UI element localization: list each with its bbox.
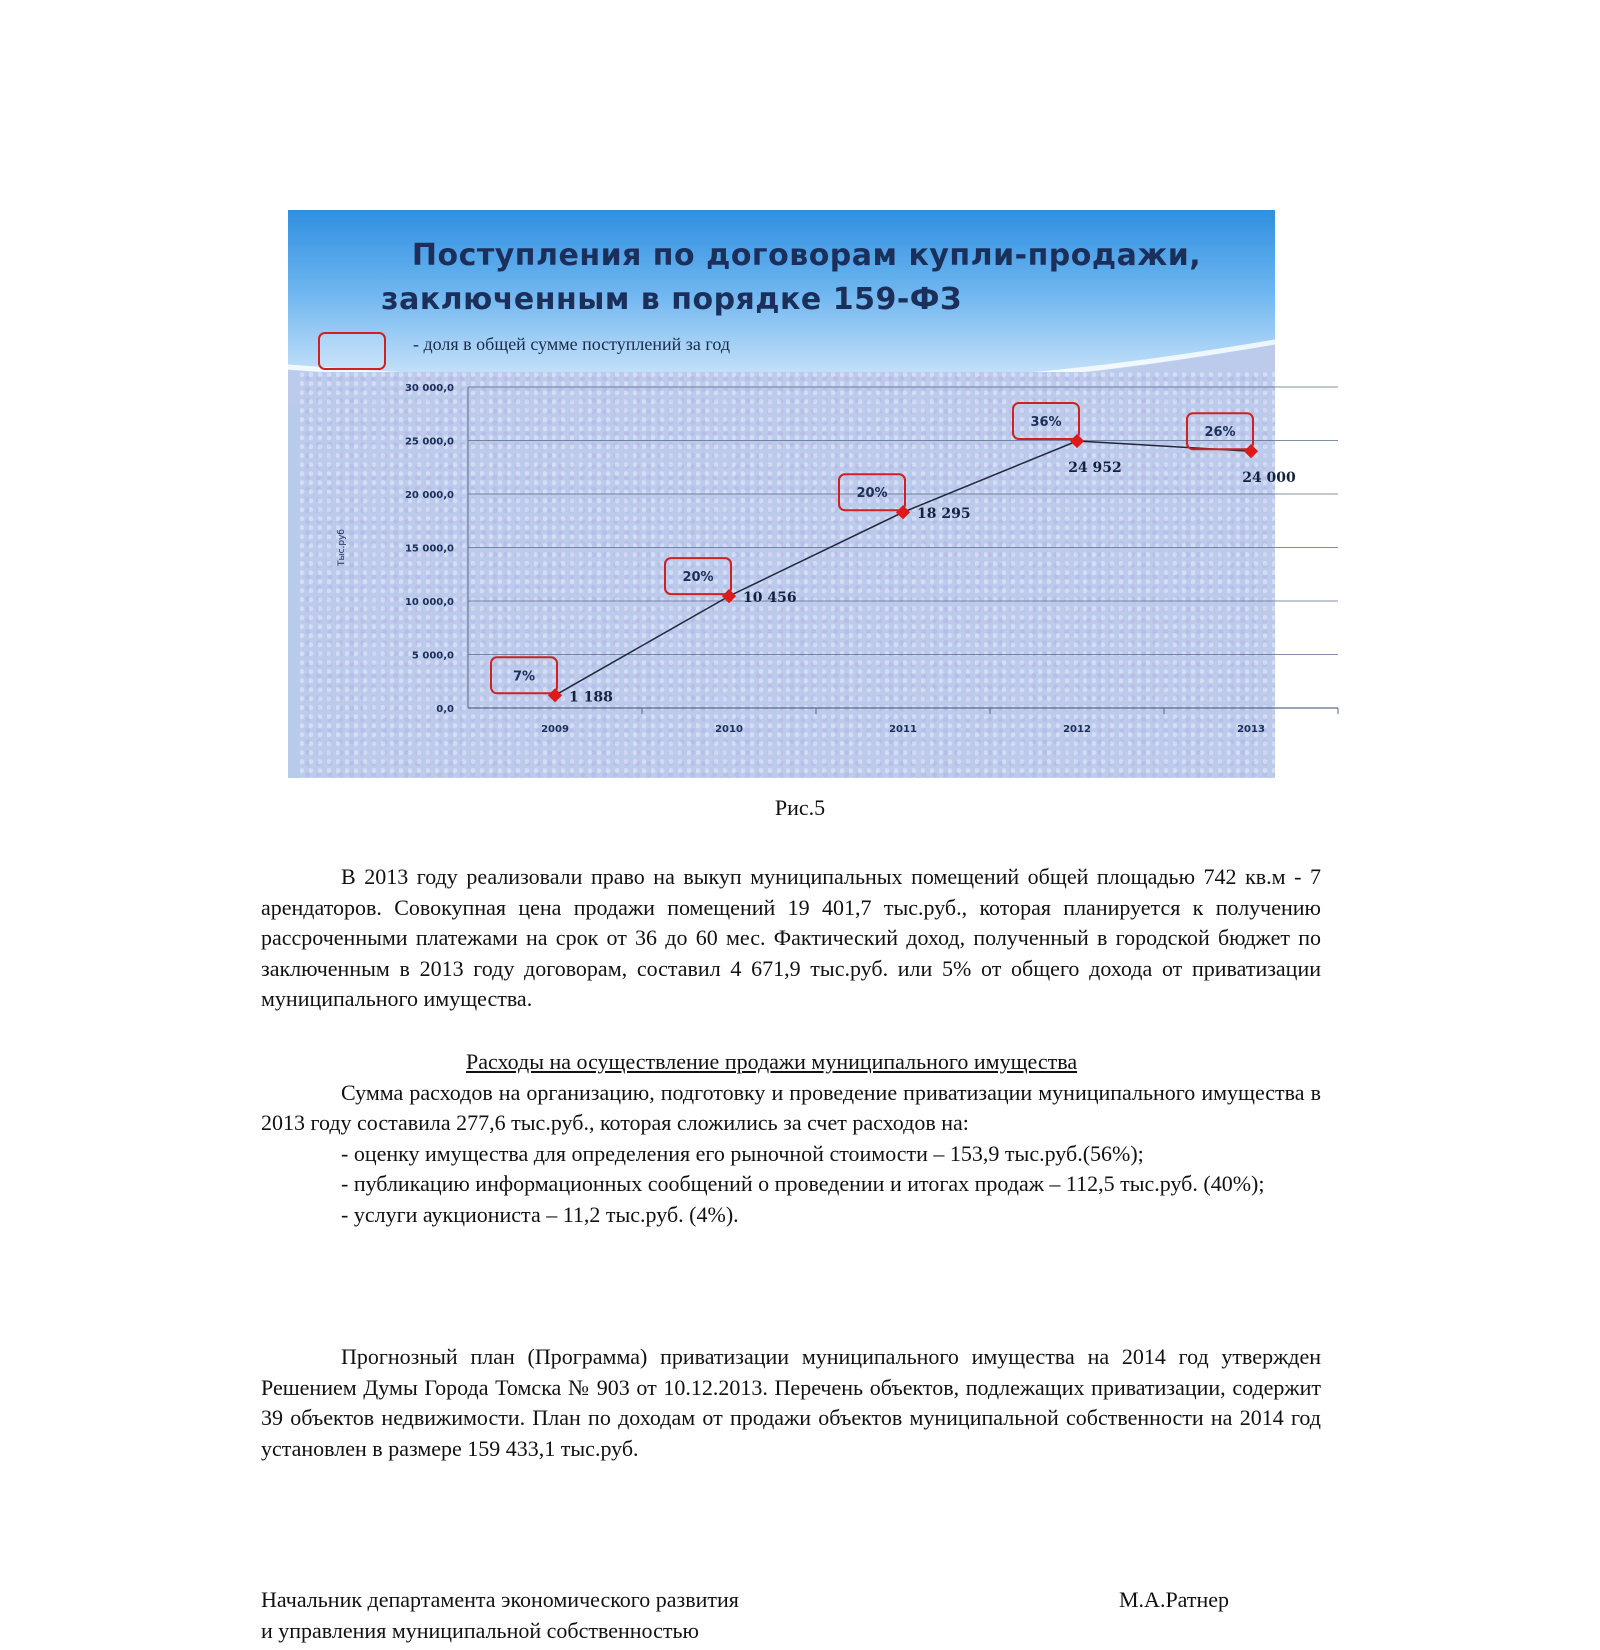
- x-tick-label: 2009: [541, 724, 569, 735]
- legend-text: - доля в общей сумме поступлений за год: [413, 334, 730, 354]
- expenses-heading: Расходы на осуществление продажи муниципального имущества: [466, 1049, 1078, 1074]
- y-tick-label: 15 000,0: [404, 543, 454, 555]
- share-label: 20%: [856, 486, 888, 502]
- series-line: [555, 441, 1251, 695]
- signature-position: [261, 1585, 739, 1646]
- chart-title-line-1: Поступления по договорам купли-продажи,: [411, 238, 1202, 273]
- expenses-intro: Сумма расходов на организацию, подготовку и проведение приватизации муниципального имущества в 2013 году составила 277,6 тыс.руб., которая сложились за счет расходов на:: [261, 1079, 1321, 1135]
- y-tick-label: 25 000,0: [404, 436, 454, 448]
- expense-item-auctioneer: - услуги аукциониста – 11,2 тыс.руб. (4%).: [341, 1201, 739, 1227]
- data-value-label: 24 000: [1242, 470, 1296, 487]
- data-value-label: 18 295: [917, 506, 971, 523]
- data-value-label: 10 456: [743, 590, 797, 607]
- signature-position-line-1: Начальник департамента экономического развития: [261, 1587, 739, 1612]
- figure-caption: Рис.5: [774, 795, 826, 820]
- data-value-label: 24 952: [1068, 460, 1122, 477]
- paragraph-privatization: [261, 862, 1321, 1015]
- share-label: 36%: [1030, 415, 1062, 431]
- x-tick-label: 2011: [889, 724, 917, 735]
- signature-name: М.А.Ратнер: [1119, 1587, 1230, 1612]
- y-tick-label: 30 000,0: [404, 383, 454, 394]
- share-label: 20%: [682, 570, 714, 586]
- chart-title-line-2: заключенным в порядке 159-ФЗ: [381, 282, 962, 317]
- expenses-section: [261, 1047, 1321, 1230]
- data-value-label: 1 188: [569, 689, 613, 706]
- forecast-plan-section: [261, 1342, 1321, 1464]
- paragraph-3-text: Прогнозный план (Программа) приватизации муниципального имущества на 2014 год утвержден Решением Думы Города Томска № 903 от 10.12.2013. Перечень объектов, подлежащих приватизации, содержит 39 объектов недвижимости. План по доходам от продажи объектов муниципальной собственности на 2014 год установлен в размере 159 433,1 тыс.руб.: [261, 1344, 1321, 1461]
- signature-position-line-2: и управления муниципальной собственностью: [261, 1617, 699, 1643]
- paragraph-1-text: В 2013 году реализовали право на выкуп муниципальных помещений общей площадью 742 кв.м - 7 арендаторов. Совокупная цена продажи помещений 19 401,7 тыс.руб., которая планируется к получению рассроченными платежами на срок от 36 до 60 мес. Фактический доход, полученный в городской бюджет по заключенным в 2013 году договорам, составил 4 671,9 тыс.руб. или 5% от общего дохода от приватизации муниципального имущества.: [261, 864, 1321, 1011]
- y-tick-label: 0,0: [436, 704, 454, 715]
- x-tick-label: 2013: [1237, 724, 1265, 735]
- expense-item-valuation: - оценку имущества для определения его рыночной стоимости – 153,9 тыс.руб.(56%);: [341, 1140, 1144, 1166]
- share-label: 26%: [1204, 425, 1236, 441]
- y-axis-label: Тыс.руб: [337, 528, 347, 567]
- x-tick-label: 2012: [1063, 724, 1091, 735]
- x-tick-label: 2010: [715, 724, 743, 735]
- y-tick-label: 10 000,0: [404, 597, 454, 608]
- expense-item-publication: - публикацию информационных сообщений о проведении и итогах продаж – 112,5 тыс.руб. (40%);: [341, 1171, 1265, 1196]
- y-tick-label: 20 000,0: [404, 490, 454, 501]
- y-tick-label: 5 000,0: [411, 650, 454, 662]
- share-label: 7%: [512, 669, 536, 685]
- line-chart: [288, 210, 1296, 778]
- chart-slide: [288, 210, 1296, 778]
